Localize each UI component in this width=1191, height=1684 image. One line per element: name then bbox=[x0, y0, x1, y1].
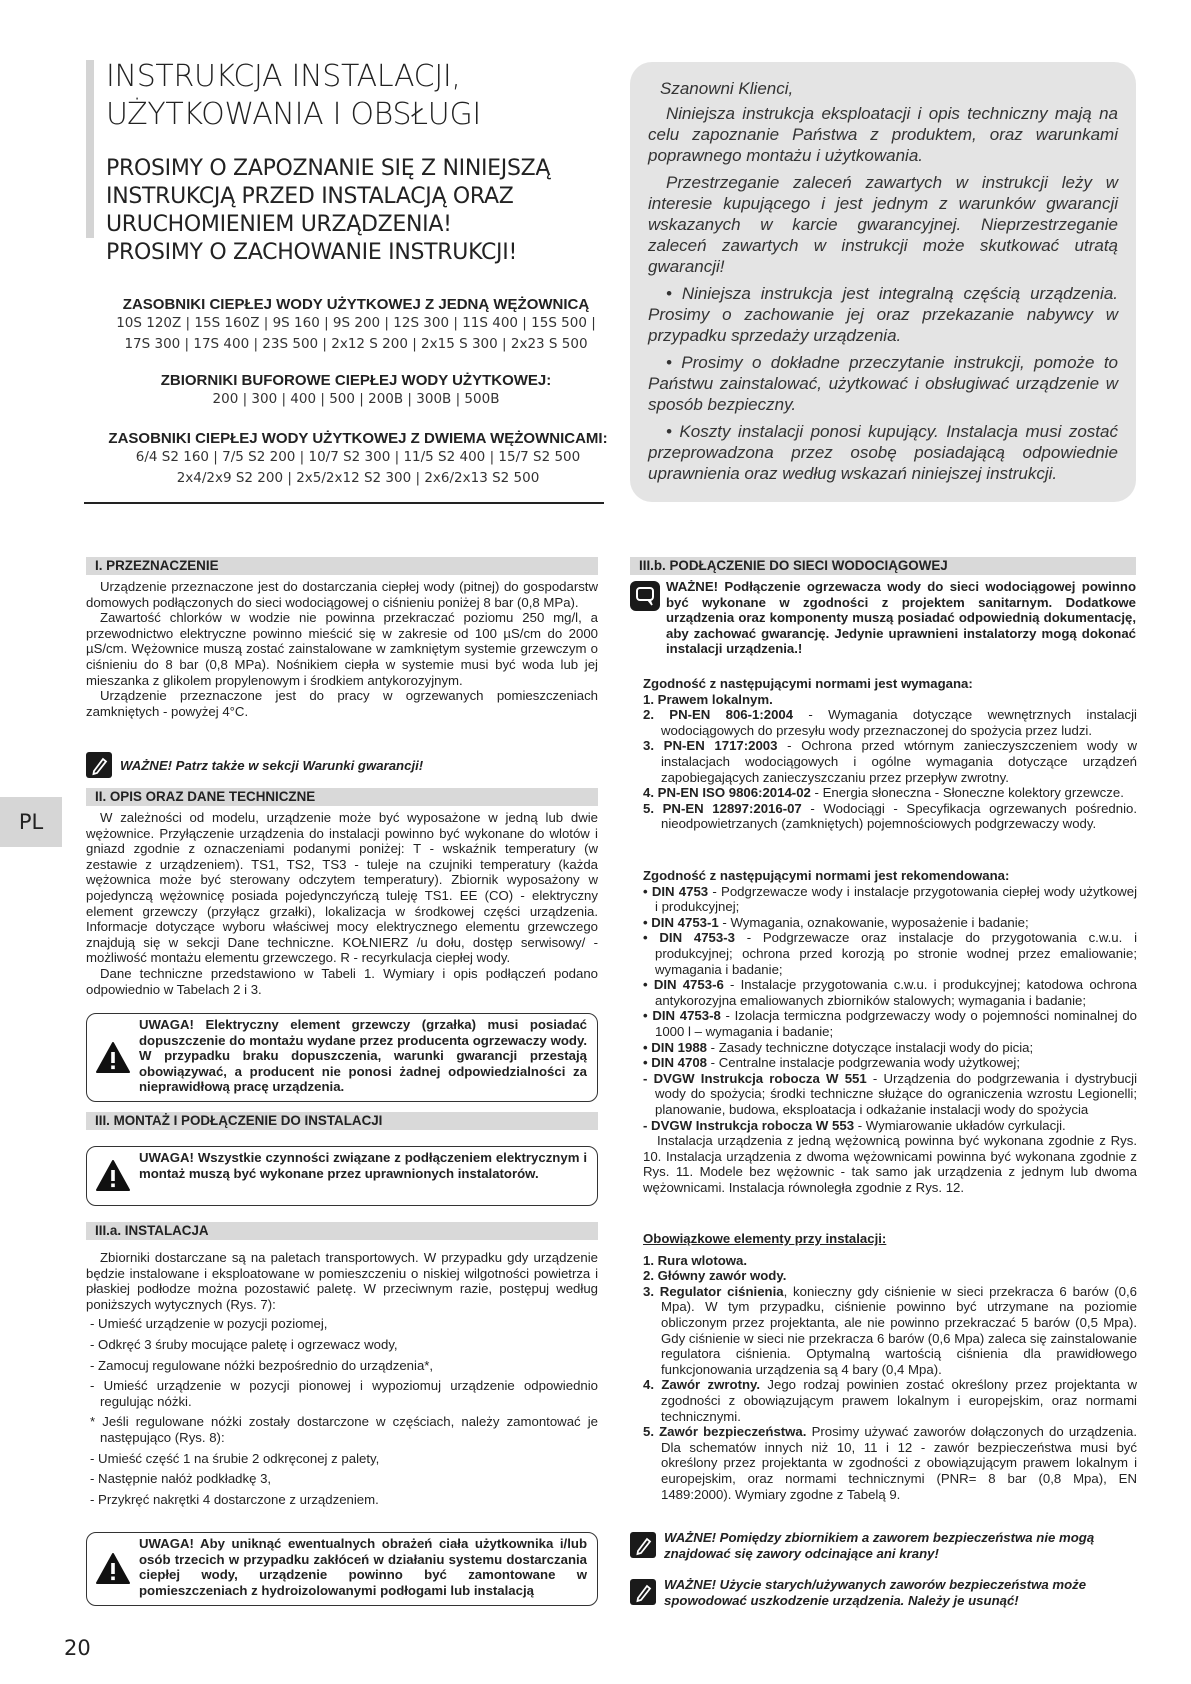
model-list-line: 6/4 S2 160 | 7/5 S2 200 | 10/7 S2 300 | 11/5 S2 400 | 15/7 S2 500 bbox=[135, 449, 581, 465]
list-item-term: - DVGW Instrukcja robocza W 553 bbox=[643, 1117, 855, 1133]
paragraph: Zbiorniki dostarczane są na paletach transportowych. W przypadku gdy urządzenie będzie instalowane i eksploatowane w pomieszczeniu o niskiej wilgotności powietrza i płaskiej podłodze można pozostawić paletę. W przeciwnym razie, postępuj według poniższych wytycznych (Rys. 7): bbox=[86, 1250, 598, 1312]
list-item-text: - Podgrzewacze wody i instalacje przygotowania ciepłej wody użytkowej i produkcyjnej; bbox=[655, 883, 1138, 915]
list-item-text: - Wymagania, oznakowanie, wyposażenie i badanie; bbox=[718, 914, 1029, 930]
list-item: - Umieść urządzenie w pozycji pionowej i wypoziomuj urządzenie odpowiednio regulując nóżki. bbox=[90, 1378, 598, 1409]
list-item-term: 3. Regulator ciśnienia bbox=[643, 1283, 784, 1299]
paragraph: Zawartość chlorków w wodzie nie powinna przekraczać poziomu 250 mg/l, a przewodnictwo elektryczne powinno mieścić się w zakresie od 100 µS/cm do 2000 µS/cm. Wężownice muszą zostać zainstalowane w zamkniętym systemie grzewczym o ciśnieniu do 8 bar (0,8 MPa). Nośnikiem ciepła w systemie musi być woda lub jej mieszanka z glikolem propylenowym i środkiem antykorozyjnym. bbox=[86, 610, 598, 688]
intro-paragraph: Przestrzeganie zaleceń zawartych w instrukcji leży w interesie kupującego i jest jednym z warunków gwarancji wskazanych w karcie gwarancyjnej. Nieprzestrzeganie zaleceń zawartych w instrukcji może skutkować utratą gwarancji! bbox=[648, 173, 1118, 276]
model-group-buffer bbox=[86, 372, 626, 410]
list-item bbox=[643, 1377, 1137, 1424]
intro-paragraph: • Niniejsza instrukcja jest integralną częścią urządzenia. Prosimy o zachowanie jej oraz przekazanie nabywcy w przypadku sprzedaży urządzenia. bbox=[648, 284, 1118, 345]
list-item-term: 3. PN-EN 1717:2003 bbox=[643, 738, 778, 754]
paragraph: Dane techniczne przedstawiono w Tabeli 1. Wymiary i opis podłączeń podano odpowiednio w Tabelach 2 i 3. bbox=[86, 965, 598, 997]
list-item-text: - Centralne instalacje podgrzewania wody użytkowej; bbox=[707, 1055, 1020, 1071]
list-item bbox=[643, 884, 1137, 915]
list-item bbox=[643, 1253, 1137, 1269]
intro-paragraph: • Prosimy o dokładne przeczytanie instrukcji, pomoże to Państwu zainstalować, użytkować i obsługiwać urządzenie w sposób bezpieczny. bbox=[648, 353, 1118, 414]
model-list-line: 10S 120Z | 15S 160Z | 9S 160 | 9S 200 | 12S 300 | 11S 400 | 15S 500 | bbox=[116, 315, 596, 331]
list-item: - Umieść urządzenie w pozycji poziomej, bbox=[90, 1316, 328, 1332]
list-item-text: Prosimy używać zaworów dołączonych do urządzenia. Dla schematów innych niż 10, 11 i 12 - zawór bezpieczeństwa musi być określony przez projektanta w zgodności z obowiązującym prawem lokalnym i europejskim, oraz normami technicznymi (PNR= 8 bar (0,8 Mpa), EN 1489:2000). Wymiary zgodne z Tabelą 9. bbox=[661, 1424, 1138, 1502]
list-item-text: - Urządzenia do podgrzewania i dystrybucji wody do spożycia; środki techniczne służące do ograniczenia wzrostu Legionelli; planowanie, budowa, eksploatacja i odkażanie instalacji wody do spożycia bbox=[655, 1070, 1137, 1117]
list-item bbox=[643, 930, 1137, 977]
title-line: INSTRUKCJA INSTALACJI, bbox=[106, 59, 461, 94]
model-group-two-coils bbox=[80, 430, 636, 489]
list-item: - Odkręć 3 śruby mocujące paletę i ogrzewacz wody, bbox=[90, 1336, 398, 1352]
paragraph: Urządzenie przeznaczone jest do pracy w ogrzewanych pomieszczeniach zamkniętych - powyżej 4°C. bbox=[86, 688, 598, 719]
list-item-text: - Zasady techniczne dotyczące instalacji wody do picia; bbox=[707, 1039, 1034, 1055]
warning-icon bbox=[95, 1552, 131, 1586]
list-item bbox=[643, 977, 1137, 1008]
model-list-line: 17S 300 | 17S 400 | 23S 500 | 2x12 S 200 | 2x15 S 300 | 2x23 S 500 bbox=[124, 336, 588, 352]
warning-box bbox=[86, 1532, 598, 1606]
list-item-term: 5. PN-EN 12897:2016-07 bbox=[643, 800, 802, 816]
warning-icon bbox=[95, 1159, 131, 1193]
list-item-term: 4. PN-EN ISO 9806:2014-02 bbox=[643, 785, 811, 801]
page-title bbox=[106, 58, 626, 134]
left-column-s3a bbox=[86, 1222, 598, 1512]
list-item-text: - Wodociągi - Specyfikacja ogrzewanych pośrednio. nieodpowietrzanych (zamkniętych) pojemnościowych podgrzewaczy wody. bbox=[661, 800, 1137, 832]
warning-text: UWAGA! Wszystkie czynności związane z podłączeniem elektrycznym i montaż muszą być wykonane przez uprawnionych instalatorów. bbox=[139, 1150, 587, 1181]
title-line: UŻYTKOWANIA I OBSŁUGI bbox=[106, 97, 481, 132]
section-title: III.a. INSTALACJA bbox=[86, 1222, 598, 1240]
note-text: WAŻNE! Patrz także w sekcji Warunki gwarancji! bbox=[120, 758, 424, 773]
install-steps bbox=[86, 1312, 598, 1507]
list-item-term: • DIN 4753-3 bbox=[643, 930, 735, 946]
list-item bbox=[643, 1040, 1137, 1056]
pencil-icon bbox=[630, 1579, 656, 1605]
title-accent-bar bbox=[86, 60, 94, 238]
language-tab bbox=[0, 797, 62, 847]
list-item-term: 1. Prawem lokalnym. bbox=[643, 691, 773, 707]
list-item bbox=[643, 1424, 1137, 1502]
note-text: WAŻNE! Użycie starych/używanych zaworów bezpieczeństwa może spowodować uszkodzenie urządzenia. Należy je usunąć! bbox=[664, 1577, 1087, 1608]
list-item-term: 1. Rura wlotowa. bbox=[643, 1252, 748, 1268]
warning-box bbox=[86, 1146, 598, 1206]
list-item bbox=[643, 692, 1137, 708]
intro-greeting: Szanowni Klienci, bbox=[660, 79, 794, 98]
list-item bbox=[643, 1268, 1137, 1284]
note-sanitary-project bbox=[630, 579, 1136, 657]
list-item-text: - Wymagania dotyczące wewnętrznych instalacji wodociągowych do przesyłu wody przeznaczonej do spożycia przez ludzi. bbox=[661, 707, 1137, 738]
mandatory-elements bbox=[643, 1231, 1137, 1502]
required-standards bbox=[643, 676, 1137, 832]
model-group-single-coil bbox=[86, 296, 626, 355]
standards-list bbox=[643, 884, 1137, 1134]
model-group-title: ZASOBNIKI CIEPŁEJ WODY UŻYTKOWEJ Z DWIEMA WĘŻOWNICAMI: bbox=[108, 430, 608, 447]
warning-text: UWAGA! Aby uniknąć ewentualnych obrażeń ciała użytkownika i/lub osób trzecich w przypadku zakłóceń w działaniu systemu dostarczania ciepłej wody, urządzenie powinno być zamontowane w pomieszczeniach z hydroizolowanymi podłogami lub instalacją bbox=[139, 1536, 587, 1598]
list-item-text: - Energia słoneczna - Słoneczne kolektory grzewcze. bbox=[810, 785, 1124, 801]
mandatory-list bbox=[643, 1247, 1137, 1503]
page-subtitle bbox=[106, 155, 626, 267]
subtitle-line: URUCHOMIENIEM URZĄDZENIA! bbox=[106, 212, 452, 237]
subtitle-line: PROSIMY O ZAPOZNANIE SIĘ Z NINIEJSZĄ bbox=[106, 156, 551, 181]
right-column bbox=[630, 557, 1136, 575]
list-item bbox=[643, 1284, 1137, 1378]
header-divider bbox=[84, 502, 604, 504]
note-no-valves bbox=[630, 1530, 1136, 1564]
paragraph: Instalacja urządzenia z jedną wężownicą powinna być wykonana zgodnie z Rys. 10. Instalacja urządzenia z dwoma wężownicami powinna być wykonana zgodnie z Rys. 11. Modele bez wężownic - tak samo jak urządzenia z jednym lub dwoma wężownicami. Instalacja równoległa zgodnie z Rys. 12. bbox=[643, 1133, 1137, 1195]
list-item-term: • DIN 1988 bbox=[643, 1039, 707, 1055]
list-item-term: • DIN 4753-1 bbox=[643, 914, 719, 930]
list-item-text: - Podgrzewacze oraz instalacje do przygotowania c.w.u. i produkcyjnej; ochrona przed korozją po stronie wodnej przez emaliowanie; wymagania i badanie; bbox=[655, 930, 1137, 977]
list-item-term: • DIN 4753 bbox=[643, 883, 709, 899]
subtitle-line: PROSIMY O ZACHOWANIE INSTRUKCJI! bbox=[106, 240, 517, 265]
list-item: - Zamocuj regulowane nóżki bezpośrednio do urządzenia*, bbox=[90, 1357, 434, 1373]
pencil-icon bbox=[86, 752, 112, 778]
model-group-title: ZBIORNIKI BUFOROWE CIEPŁEJ WODY UŻYTKOWEJ: bbox=[160, 372, 552, 389]
list-item-term: • DIN 4753-6 bbox=[643, 977, 724, 993]
paragraph: W zależności od modelu, urządzenie może być wyposażone w jedną lub dwie wężownice. Przyłączenie urządzenia do instalacji powinno być wykonane do wlotów i gniazd zgodnie z oznaczeniami podanymi poniżej: T - wskaźnik temperatury (w zestawie z urządzeniem). TS1, TS2, TS3 - tuleje na czujniki temperatury (każda wężownica może być sterowany odczytem temperatury). Zbiornik wyposażony w pojedynczą wężownicę posiada pojedynczyńczą tuleję TS1. EE (CO) - elektryczny element grzewczy (przyłącz grzałki), lokalizacja w środkowej części urządzenia. Informacje dotyczące wyboru właściwej mocy elektrycznego elementu grzewczego znajdują się w sekcji Dane techniczne. KOŁNIERZ /u dołu, dostęp serwisowy/ - możliwość montażu elementu grzewczego. R - recyrkulacja ciepłej wody. bbox=[86, 810, 598, 966]
intro-paragraph: Niniejsza instrukcja eksploatacji i opis techniczny mają na celu zapoznanie Państwa z produktem, oraz warunkami poprawnego montażu i użytkowania. bbox=[648, 104, 1118, 165]
warning-box bbox=[86, 1013, 598, 1102]
warning-icon bbox=[95, 1041, 131, 1075]
list-item bbox=[643, 707, 1137, 738]
note-text: WAŻNE! Pomiędzy zbiornikiem a zaworem bezpieczeństwa nie mogą znajdować się zawory odcinające ani krany! bbox=[664, 1530, 1095, 1561]
list-item-text: - Instalacje przygotowania c.w.u. i produkcyjnej; katodowa ochrona antykorozyjna emaliowanych zbiorników stalowych; wymagania i badanie; bbox=[655, 977, 1137, 1008]
standards-list bbox=[643, 692, 1137, 832]
list-title: Zgodność z następującymi normami jest rekomendowana: bbox=[643, 868, 1010, 883]
list-item bbox=[643, 1118, 1137, 1134]
list-item-text: Jego rodzaj powinien zostać określony przez projektanta w zgodności z obowiązującym prawem lokalnym i europejskim, oraz normami technicznymi. bbox=[661, 1377, 1137, 1424]
list-item: - Przykręć nakrętki 4 dostarczone z urządzeniem. bbox=[90, 1491, 379, 1507]
list-item-term: • DIN 4753-8 bbox=[643, 1008, 721, 1024]
model-list-line: 200 | 300 | 400 | 500 | 200B | 300B | 500B bbox=[212, 391, 500, 407]
list-item: - Następnie nałóż podkładkę 3, bbox=[90, 1471, 272, 1487]
intro-paragraph: • Koszty instalacji ponosi kupujący. Instalacja musi zostać przeprowadzona przez osobę posiadającą odpowiednie uprawnienia oraz według wskazań niniejszej instrukcji. bbox=[648, 422, 1118, 483]
list-item-term: 4. Zawór zwrotny. bbox=[643, 1377, 761, 1393]
section-title: III. MONTAŻ I PODŁĄCZENIE DO INSTALACJI bbox=[86, 1112, 598, 1130]
speech-bubble-icon bbox=[630, 581, 660, 611]
list-item bbox=[643, 738, 1137, 785]
left-column-s2 bbox=[86, 788, 598, 997]
subtitle-line: INSTRUKCJĄ PRZED INSTALACJĄ ORAZ bbox=[106, 184, 514, 209]
left-column-s3 bbox=[86, 1112, 598, 1130]
list-item bbox=[643, 1071, 1137, 1118]
warning-text: UWAGA! Elektryczny element grzewczy (grzałka) musi posiadać dopuszczenie do montażu wydane przez producenta ogrzewaczy wody. W przypadku braku dopuszczenia, warunki gwarancji przestają obowiązywać, a producent nie ponosi żadnej odpowiedzialności za nieprawidłową pracę urządzenia. bbox=[139, 1017, 587, 1094]
list-item bbox=[643, 785, 1137, 801]
section-title: I. PRZEZNACZENIE bbox=[86, 557, 598, 575]
note-text: WAŻNE! Podłączenie ogrzewacza wody do sieci wodociągowej powinno być wykonane w zgodności z projektem sanitarnym. Dodatkowe urządzenia oraz komponenty muszą posiadać odpowiednią dokumentację, aby zachować gwarancję. Jedynie uprawnieni instalatorzy mogą dokonać instalacji urządzenia.! bbox=[666, 579, 1136, 657]
list-item: * Jeśli regulowane nóżki zostały dostarczone w częściach, należy zamontować je następująco (Rys. 8): bbox=[90, 1414, 598, 1445]
list-item bbox=[643, 801, 1137, 832]
note-old-valves bbox=[630, 1577, 1136, 1611]
list-item-text: - Izolacja termiczna podgrzewaczy wody o pojemności nominalnej do 1000 l – wymagania i badanie; bbox=[655, 1008, 1138, 1039]
recommended-standards bbox=[643, 868, 1137, 1195]
page-number: 20 bbox=[64, 1636, 91, 1660]
list-item-term: - DVGW Instrukcja robocza W 551 bbox=[643, 1070, 867, 1086]
intro-box bbox=[630, 62, 1136, 502]
note-see-warranty bbox=[86, 752, 598, 780]
list-item-text: - Ochrona przed wtórnym zanieczyszczeniem wody w instalacjach wodociągowych i ogólne wymagania dotyczące urządzeń zapobiegających zanieczyszczaniu przez przepływ zwrotny. bbox=[661, 738, 1137, 785]
list-item-text: , konieczny gdy ciśnienie w sieci przekracza 6 barów (0,6 Mpa). W tym przypadku, ciśnienie powinno być utrzymane na poziomie obliczonym przez projektanta, ale nie powinno przekraczać 5 barów (0,5 Mpa). Gdy ciśnienie w sieci nie przekracza 6 barów (0,6 Mpa) zaleca się zainstalowanie regulatora ciśnienia. Optymalną wartością ciśnienia dla prawidłowego funkcjonowania urządzenia są 4 bary (0,4 Mpa). bbox=[661, 1283, 1138, 1377]
list-item bbox=[643, 915, 1137, 931]
paragraph: Urządzenie przeznaczone jest do dostarczania ciepłej wody (pitnej) do gospodarstw domowych podłączonych do sieci wodociągowej o ciśnieniu poniżej 8 bar (0,8 MPa). bbox=[86, 579, 598, 610]
model-group-title: ZASOBNIKI CIEPŁEJ WODY UŻYTKOWEJ Z JEDNĄ WĘŻOWNICĄ bbox=[122, 296, 590, 313]
section-title: II. OPIS ORAZ DANE TECHNICZNE bbox=[86, 788, 598, 806]
list-item-term: • DIN 4708 bbox=[643, 1055, 707, 1071]
list-item bbox=[643, 1055, 1137, 1071]
section-title: III.b. PODŁĄCZENIE DO SIECI WODOCIĄGOWEJ bbox=[630, 557, 1136, 575]
model-list-line: 2x4/2x9 S2 200 | 2x5/2x12 S2 300 | 2x6/2x13 S2 500 bbox=[176, 470, 540, 486]
list-item: - Umieść część 1 na śrubie 2 odkręconej z palety, bbox=[90, 1450, 380, 1466]
list-item bbox=[643, 1008, 1137, 1039]
list-item-text: - Wymiarowanie układów cyrkulacji. bbox=[854, 1117, 1066, 1133]
list-title: Zgodność z następującymi normami jest wymagana: bbox=[643, 676, 973, 691]
list-item-term: 2. Główny zawór wody. bbox=[643, 1268, 787, 1284]
list-item-term: 5. Zawór bezpieczeństwa. bbox=[643, 1424, 807, 1440]
list-title: Obowiązkowe elementy przy instalacji: bbox=[643, 1231, 887, 1246]
pencil-icon bbox=[630, 1532, 656, 1558]
list-item-term: 2. PN-EN 806-1:2004 bbox=[643, 707, 794, 723]
language-tab-label: PL bbox=[18, 810, 44, 834]
left-column bbox=[86, 557, 598, 719]
